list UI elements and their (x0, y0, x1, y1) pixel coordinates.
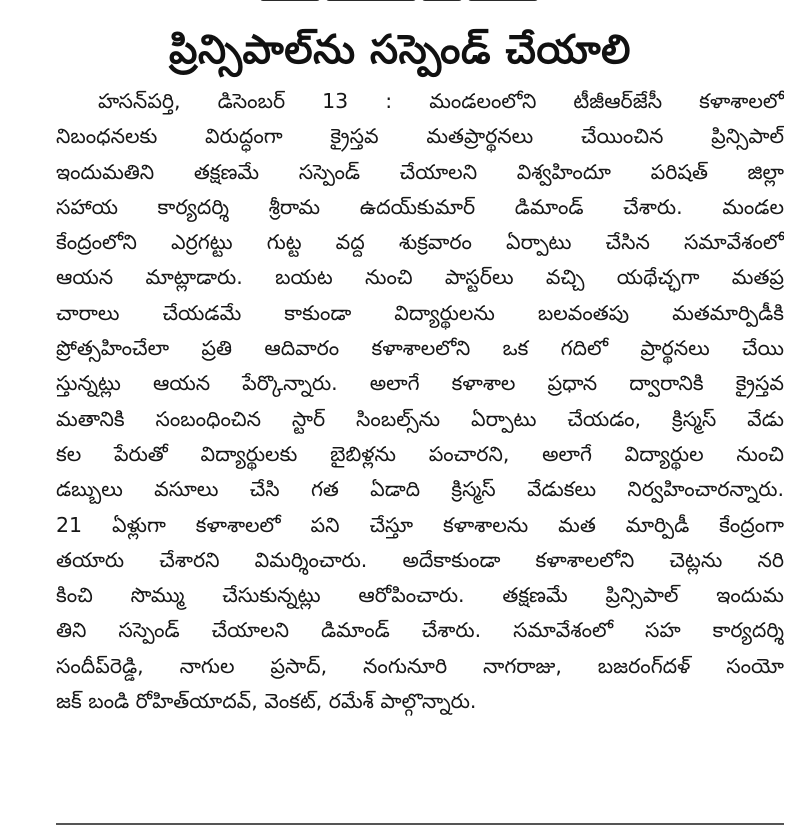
cropped-previous-headline (260, 0, 560, 8)
article-line: సందీప్‌రెడ్డి, నాగుల ప్రసాద్, నంగునూరి నాగరాజు, బజరంగ్‌దళ్ సంయో (56, 653, 784, 678)
article-line: తయారు చేశారని విమర్శించారు. అదేకాకుండా కళాశాలలోని చెట్లను నరి (56, 547, 784, 572)
article-line: చారాలు చేయడమే కాకుండా విద్యార్థులను బలవంతపు మతమార్పిడీకి (56, 300, 784, 325)
article-line: సహాయ కార్యదర్శి శ్రీరామ ఉదయ్‌కుమార్ డిమాండ్ చేశారు. మండల (56, 194, 784, 219)
article-line: కల పేరుతో విద్యార్థులకు బైబిళ్లను పంచారని, అలాగే విద్యార్థుల నుంచి (56, 441, 784, 466)
article-line: మతానికి సంబంధించిన స్టార్ సింబల్స్‌ను ఏర్పాటు చేయడం, క్రిస్మస్ వేడు (56, 406, 784, 431)
article-line: జక్ బండి రోహిత్‌యాదవ్, వెంకట్, రమేశ్ పాల్గొన్నారు. (56, 689, 477, 714)
article-line: ఇందుమతిని తక్షణమే సస్పెండ్ చేయాలని విశ్వహిందూ పరిషత్ జిల్లా (56, 159, 784, 184)
article-line: 21 ఏళ్లుగా కళాశాలలో పని చేస్తూ కళాశాలను మత మార్పిడీ కేంద్రంగా (56, 512, 784, 537)
article-line: కించి సొమ్ము చేసుకున్నట్లు ఆరోపించారు. తక్షణమే ప్రిన్సిపాల్ ఇందుమ (56, 583, 784, 608)
article-body (56, 84, 784, 719)
article-line: స్తున్నట్లు ఆయన పేర్కొన్నారు. అలాగే కళాశాల ప్రధాన ద్వారానికి క్రైస్తవ (56, 371, 784, 396)
article-line: కేంద్రంలోని ఎర్రగట్టు గుట్ట వద్ద శుక్రవారం ఏర్పాటు చేసిన సమావేశంలో (56, 230, 784, 255)
headline: ప్రిన్సిపాల్‌ను సస్పెండ్ చేయాలి (169, 27, 631, 73)
bottom-divider (56, 823, 784, 825)
article-line: హసన్‌పర్తి, డిసెంబర్ 13 : మండలంలోని టీజీఆర్‌జేసీ కళాశాలలో (98, 89, 784, 113)
article-line: ప్రోత్సహించేలా ప్రతి ఆదివారం కళాశాలలోని ఒక గదిలో ప్రార్థనలు చేయి (56, 336, 784, 361)
article-line: తిని సస్పెండ్ చేయాలని డిమాండ్ చేశారు. సమావేశంలో సహ కార్యదర్శి (56, 618, 784, 643)
article-line: ఆయన మాట్లాడారు. బయట నుంచి పాస్టర్‌లు వచ్చి యథేచ్ఛగా మతప్ర (56, 265, 784, 290)
article-line: డబ్బులు వసూలు చేసి గత ఏడాది క్రిస్మస్ వేడుకలు నిర్వహించారన్నారు. (56, 477, 784, 502)
article-line: నిబంధనలకు విరుద్ధంగా క్రైస్తవ మతప్రార్థనలు చేయించిన ప్రిన్సిపాల్ (56, 124, 784, 149)
